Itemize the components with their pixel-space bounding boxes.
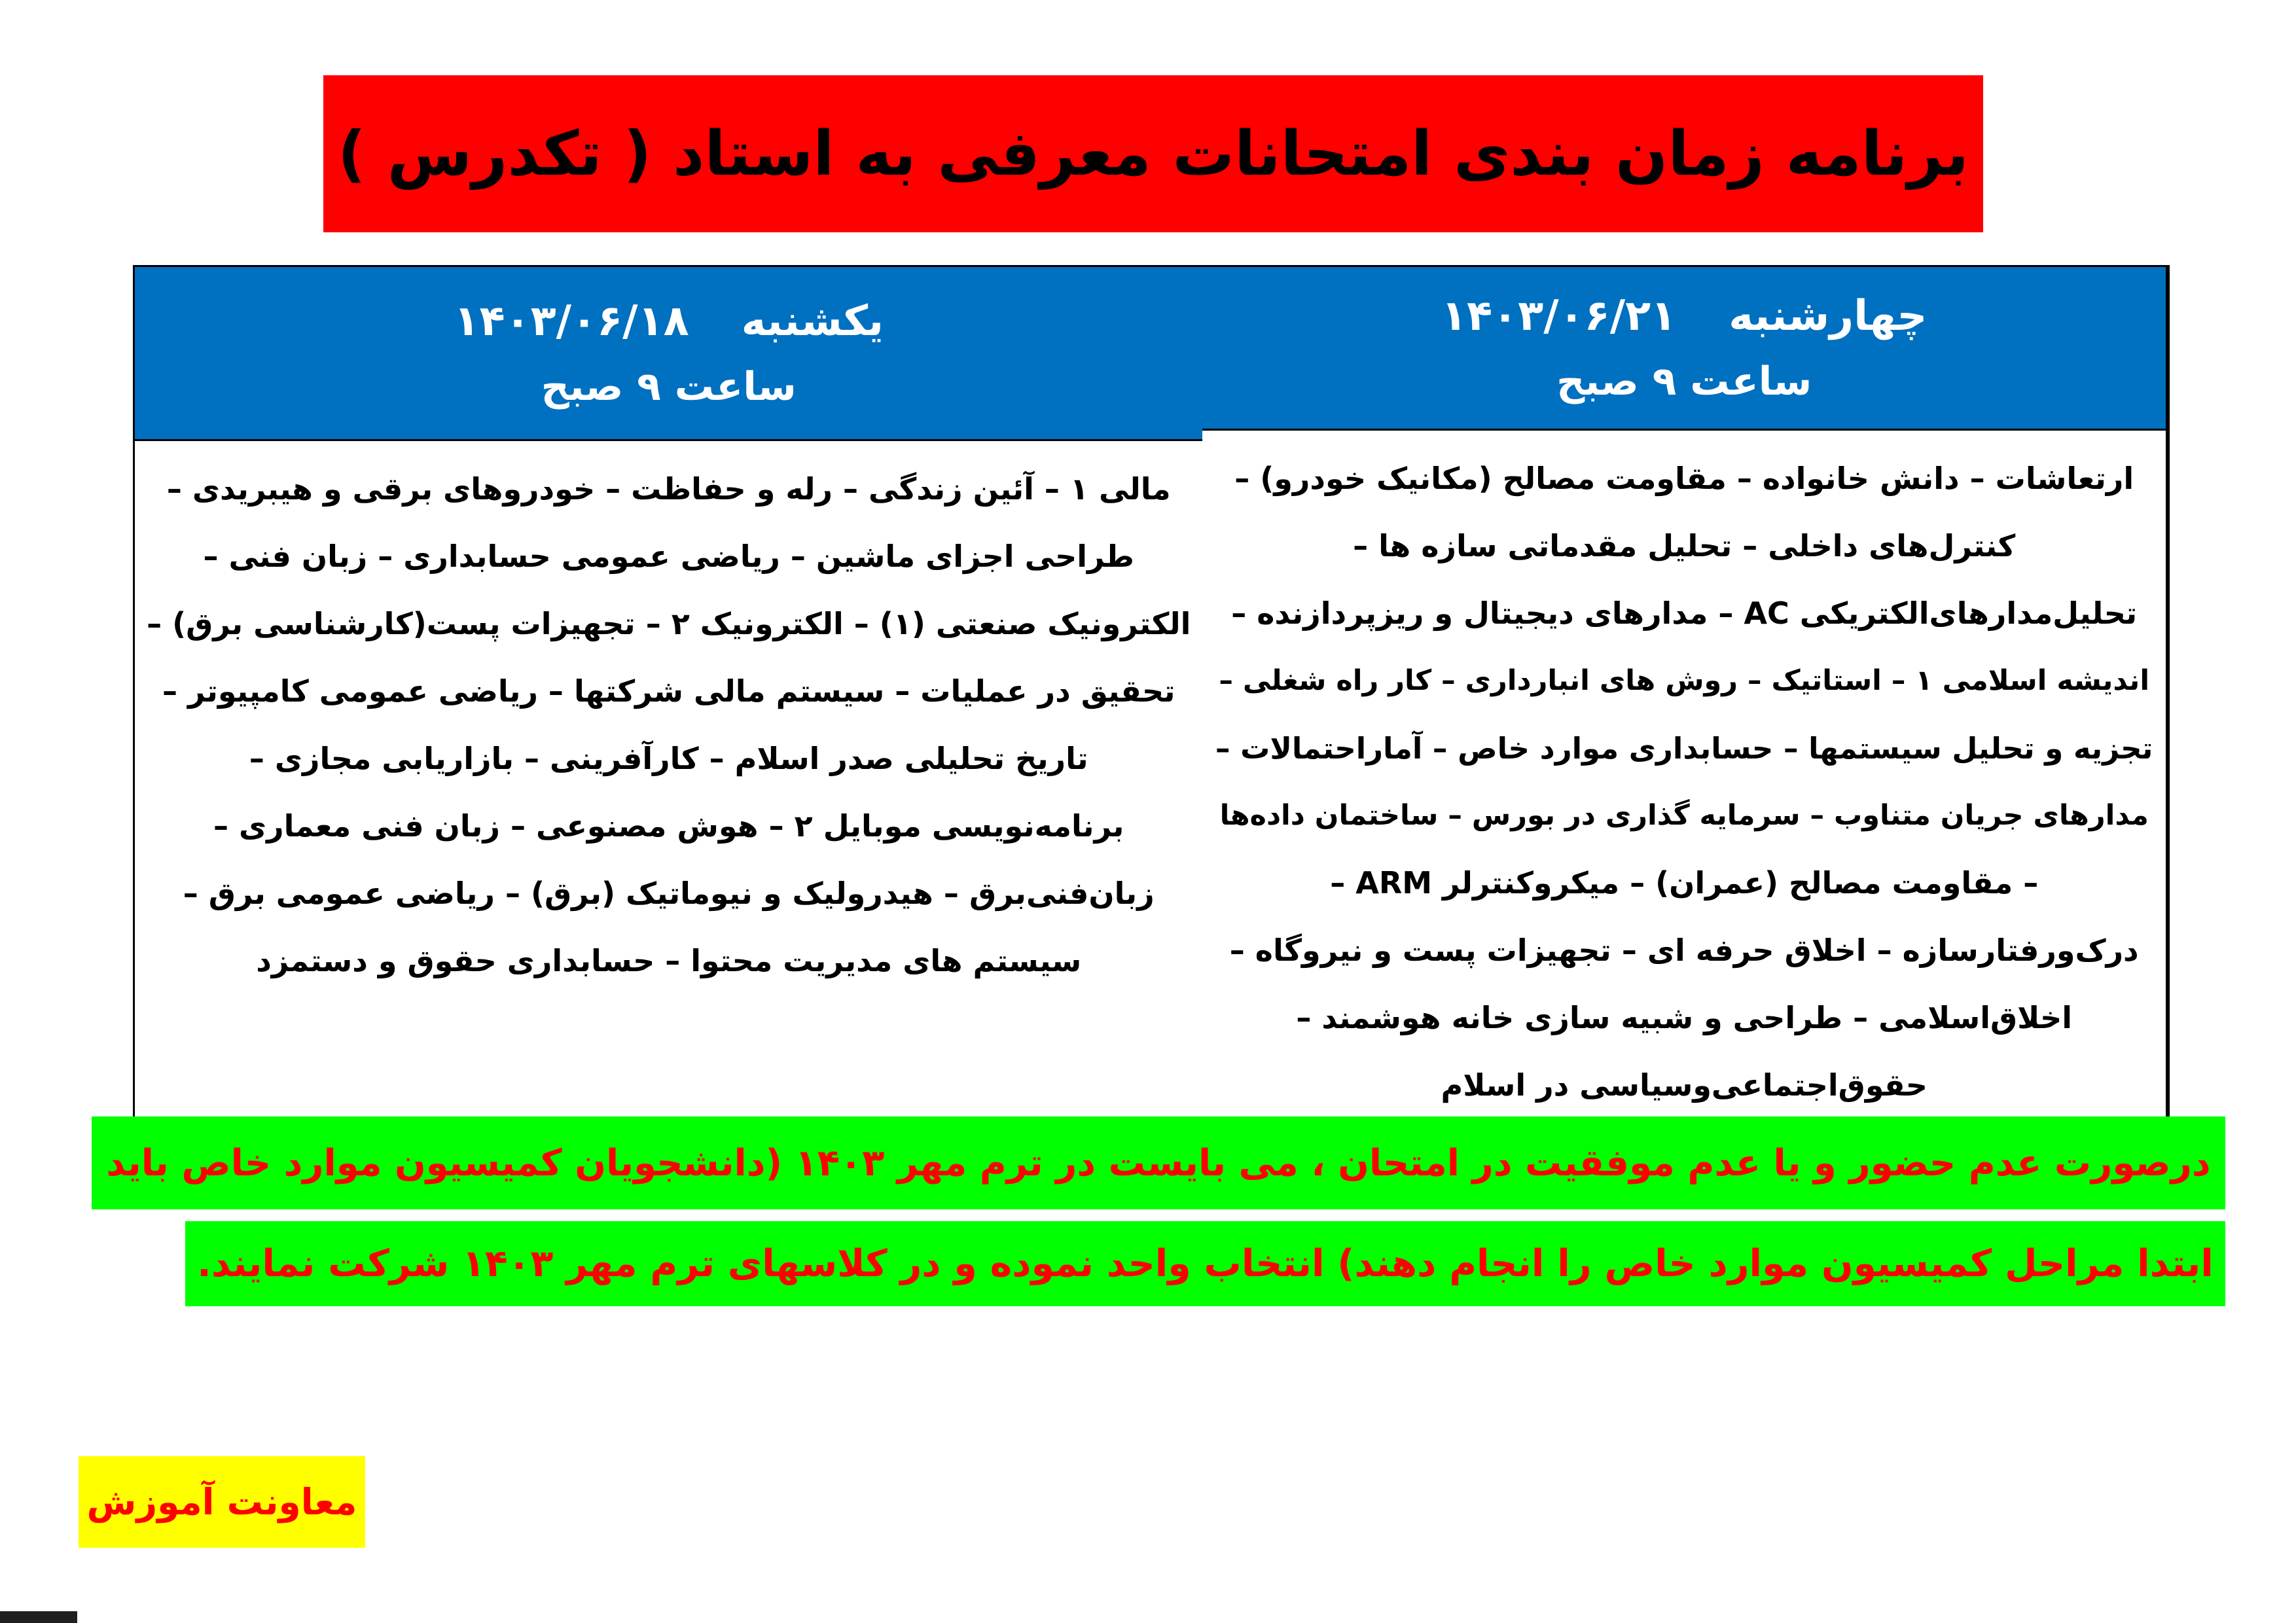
schedule-column-wednesday: [1202, 267, 2168, 1119]
notice-banner-line2: [185, 1221, 2225, 1306]
exam-date: ۱۴۰۳/۰۶/۲۱: [1441, 291, 1677, 340]
course-line: درک‌ورفتارسازه – اخلاق حرفه ای – تجهیزات پست و نیروگاه –: [1229, 933, 2139, 968]
day-date-line: [454, 297, 884, 346]
signature-text: معاونت آموزش: [86, 1481, 357, 1523]
column-header: [1202, 267, 2166, 431]
course-line: تحقیق در عملیات – سیستم مالی شرکتها – ریاضی عمومی کامپیوتر –: [162, 673, 1175, 709]
column-header: [135, 267, 1202, 441]
course-line: اخلاق‌اسلامی – طراحی و شبیه سازی خانه هوشمند –: [1296, 1000, 2073, 1035]
course-line: الکترونیک صنعتی (۱) – الکترونیک ۲ – تجهیزات پست(کارشناسی برق) –: [147, 606, 1191, 641]
course-line: حقوق‌اجتماعی‌وسیاسی در اسلام: [1441, 1067, 1928, 1103]
exam-time: ساعت ۹ صبح: [541, 363, 797, 410]
course-line: ارتعاشات – دانش خانواده – مقاومت مصالح (مکانیک خودرو) –: [1234, 461, 2134, 496]
course-list: [1202, 431, 2166, 1119]
signature-box: [79, 1456, 365, 1548]
schedule-column-sunday: [135, 267, 1202, 1119]
day-name: یکشنبه: [741, 296, 884, 346]
course-line: مالی ۱ – آئین زندگی – رله و حفاظت – خودروهای برقی و هیبریدی –: [166, 471, 1171, 507]
course-line: – مقاومت مصالح (عمران) – میکروکنترلر ARM –: [1330, 865, 2039, 901]
notice-text: درصورت عدم حضور و یا عدم موفقیت در امتحان ، می بایست در ترم مهر ۱۴۰۳ (دانشجویان کمیسیون موارد خاص باید: [106, 1141, 2211, 1185]
day-date-line: [1441, 292, 1928, 340]
exam-schedule-table: [133, 265, 2170, 1121]
watermark-strip: [0, 1611, 77, 1623]
course-line: تاریخ تحلیلی صدر اسلام – کارآفرینی – بازاریابی مجازی –: [249, 741, 1088, 776]
course-line: طراحی اجزای ماشین – ریاضی عمومی حسابداری – زبان فنی –: [203, 539, 1134, 574]
exam-date: ۱۴۰۳/۰۶/۱۸: [454, 296, 689, 346]
course-line: مدارهای جریان متناوب – سرمایه گذاری در بورس – ساختمان داده‌ها: [1219, 799, 2149, 832]
day-name: چهارشنبه: [1729, 291, 1928, 340]
notice-banner-line1: [92, 1116, 2225, 1209]
course-line: زبان‌فنی‌برق – هیدرولیک و نیوماتیک (برق) – ریاضی عمومی برق –: [183, 876, 1155, 911]
page-title: برنامه زمان بندی امتحانات معرفی به استاد ( تکدرس ): [337, 118, 1969, 190]
course-line: برنامه‌نویسی موبایل ۲ – هوش مصنوعی – زبان فنی معماری –: [213, 808, 1124, 844]
course-line: سیستم های مدیریت محتوا – حسابداری حقوق و دستمزد: [256, 943, 1082, 978]
notice-text: ابتدا مراحل کمیسیون موارد خاص را انجام دهند) انتخاب واحد نموده و در کلاسهای ترم مهر ۱۴۰۳ شرکت نمایند.: [197, 1242, 2214, 1285]
course-line: کنترل‌های داخلی – تحلیل مقدماتی سازه ها –: [1353, 528, 2016, 563]
title-banner: [323, 75, 1983, 232]
exam-time: ساعت ۹ صبح: [1556, 358, 1812, 404]
course-list: [135, 441, 1202, 1119]
course-line: اندیشه اسلامی ۱ – استاتیک – روش های انبارداری – کار راه شغلی –: [1219, 664, 2150, 697]
course-line: تجزیه و تحلیل سیستمها – حسابداری موارد خاص – آماراحتمالات –: [1215, 731, 2153, 766]
course-line: تحلیل‌مدارهای‌الکتریکی AC – مدارهای دیجیتال و ریزپردازنده –: [1231, 596, 2138, 631]
